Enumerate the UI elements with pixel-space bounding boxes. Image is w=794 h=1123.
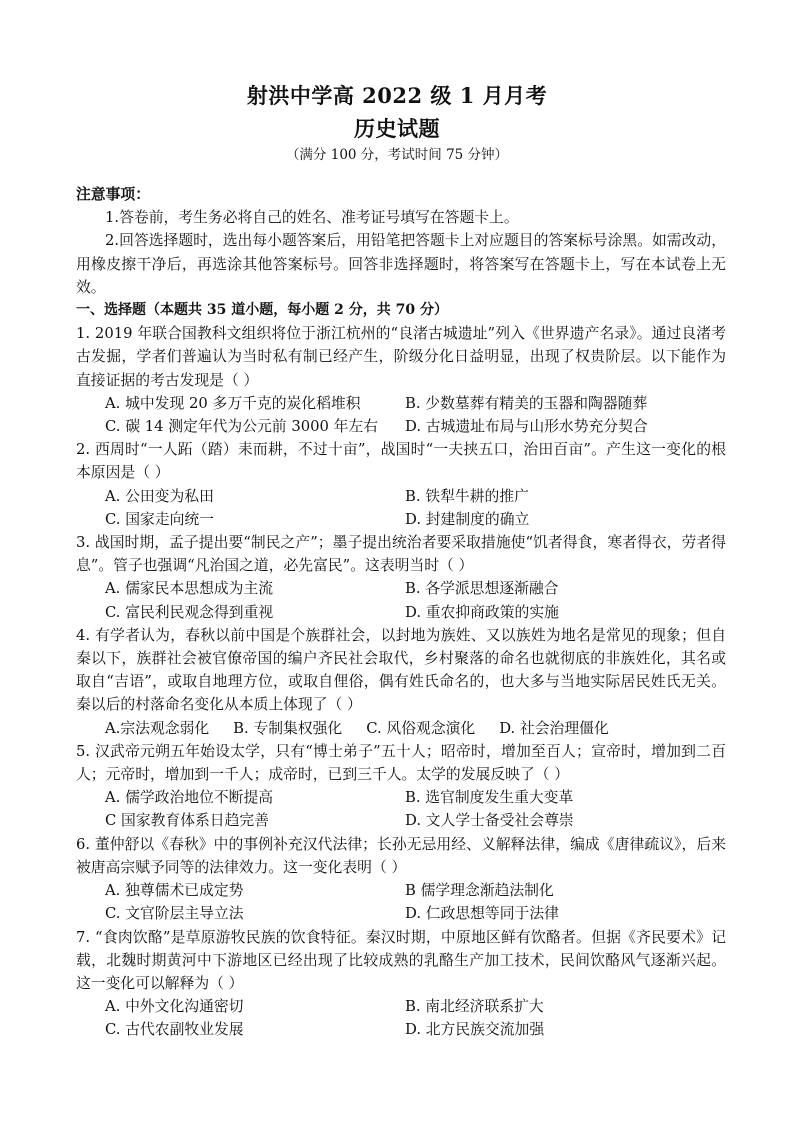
notice-item: 2.回答选择题时，选出每小题答案后，用铅笔把答题卡上对应题目的答案标号涂黑。如需改动，用橡皮擦干净后，再选涂其他答案标号。回答非选择题时，将答案写在答题卡上，写在本试卷上无效。 — [76, 232, 726, 296]
notice-item: 1.答卷前，考生务必将自己的姓名、准考证号填写在答题卡上。 — [105, 209, 519, 227]
option-c: C. 碳 14 测定年代为公元前 3000 年左右 — [105, 418, 379, 436]
option-d: D. 社会治理僵化 — [499, 719, 609, 737]
option-b: B. 专制集权强化 — [233, 719, 343, 737]
question-stem: 4. 有学者认为，春秋以前中国是个族群社会，以封地为族姓、又以族姓为地名是常见的现象；但自秦以下，族群社会被官僚帝国的编户齐民社会取代，乡村聚落的命名也就彻底的非族姓化，其名或取自“吉语”，或取自地理方位，或取自俚俗，偶有姓氏命名的，也大多与当地实际居民姓氏无关。秦以后的村落命名变化从本质上体现了（ ） — [76, 626, 726, 714]
option-row — [76, 392, 726, 415]
question-stem: 1. 2019 年联合国教科文组织将位于浙江杭州的“良渚古城遗址”列入《世界遗产名录》。通过良渚考古发掘，学者们普遍认为当时私有制已经产生，阶级分化日益明显，出现了权贵阶层。以下能作为直接证据的考古发现是（ ） — [76, 325, 726, 389]
question-stem: 3. 战国时期，孟子提出要“制民之产”；墨子提出统治者要采取措施使“饥者得食，寒者得衣，劳者得息”。管子也强调“凡治国之道，必先富民”。这表明当时（ ） — [76, 534, 726, 575]
option-c: C. 文官阶层主导立法 — [105, 905, 244, 923]
option-row — [76, 1018, 726, 1041]
option-c: C. 国家走向统一 — [105, 510, 214, 528]
option-c: C 国家教育体系日趋完善 — [105, 812, 269, 830]
question-stem: 6. 董仲舒以《春秋》中的事例补充汉代法律；长孙无忌用经、义解释法律，编成《唐律疏议》，后来被唐高宗赋予同等的法律效力。这一变化表明（ ） — [76, 835, 726, 876]
option-b: B. 南北经济联系扩大 — [405, 998, 544, 1016]
option-d: D. 古城遗址布局与山形水势充分契合 — [405, 418, 648, 436]
exam-title: 射洪中学高 2022 级 1 月月考 — [246, 83, 548, 108]
option-c: C. 古代农副牧业发展 — [105, 1021, 244, 1039]
option-b: B 儒学理念渐趋法制化 — [405, 882, 554, 900]
option-row — [76, 601, 726, 624]
option-row — [76, 879, 726, 902]
option-row — [76, 902, 726, 925]
option-a: A.宗法观念弱化 — [105, 719, 210, 737]
exam-content — [76, 183, 726, 1042]
option-row — [76, 485, 726, 508]
question-stem: 5. 汉武帝元朔五年始设太学，只有“博士弟子”五十人；昭帝时，增加至百人；宣帝时，增加到二百人；元帝时，增加到一千人；成帝时，已到三千人。太学的发展反映了（ ） — [76, 742, 726, 784]
option-a: A. 城中发现 20 多万千克的炭化稻堆积 — [105, 394, 361, 412]
option-b: B. 铁犁牛耕的推广 — [405, 487, 529, 505]
option-row — [76, 995, 726, 1018]
option-a: A. 儒学政治地位不断提高 — [105, 789, 274, 807]
option-d: D. 北方民族交流加强 — [405, 1021, 545, 1039]
question-stem: 2. 西周时“一人跖（踏）耒而耕，不过十亩”，战国时“一夫挟五口，治田百亩”。产生这一变化的根本原因是（ ） — [76, 441, 726, 482]
option-row — [76, 786, 726, 809]
option-a: A. 独尊儒术已成定势 — [105, 882, 244, 900]
option-c: C. 富民利民观念得到重视 — [105, 603, 274, 621]
option-d: D. 仁政思想等同于法律 — [405, 905, 559, 923]
option-b: B. 选官制度发生重大变革 — [405, 789, 574, 807]
option-row — [76, 577, 726, 600]
exam-meta: （满分 100 分，考试时间 75 分钟） — [285, 147, 509, 163]
option-d: D. 重农抑商政策的实施 — [405, 603, 559, 621]
option-row — [76, 809, 726, 832]
option-a: A. 儒家民本思想成为主流 — [105, 580, 274, 598]
section-title: 一、选择题（本题共 35 道小题，每小题 2 分，共 70 分） — [76, 302, 448, 319]
option-d: D. 封建制度的确立 — [405, 510, 530, 528]
question-stem: 7. “食肉饮酪”是草原游牧民族的饮食特征。秦汉时期，中原地区鲜有饮酪者。但据《齐民要术》记载，北魏时期黄河中下游地区已经出现了比较成熟的乳酪生产加工技术，民间饮酪风气逐渐兴起。这一变化可以解释为（ ） — [76, 928, 726, 992]
option-a: A. 中外文化沟通密切 — [105, 998, 244, 1016]
option-row — [76, 415, 726, 438]
option-row — [76, 717, 726, 740]
notice-heading: 注意事项： — [76, 186, 150, 203]
exam-subject: 历史试题 — [354, 116, 440, 141]
option-d: D. 文人学士备受社会尊崇 — [405, 812, 574, 830]
option-a: A. 公田变为私田 — [105, 487, 214, 505]
option-c: C. 风俗观念演化 — [366, 719, 476, 737]
option-b: B. 各学派思想逐渐融合 — [405, 580, 559, 598]
option-b: B. 少数墓葬有精美的玉器和陶器随葬 — [405, 394, 648, 412]
option-row — [76, 508, 726, 531]
